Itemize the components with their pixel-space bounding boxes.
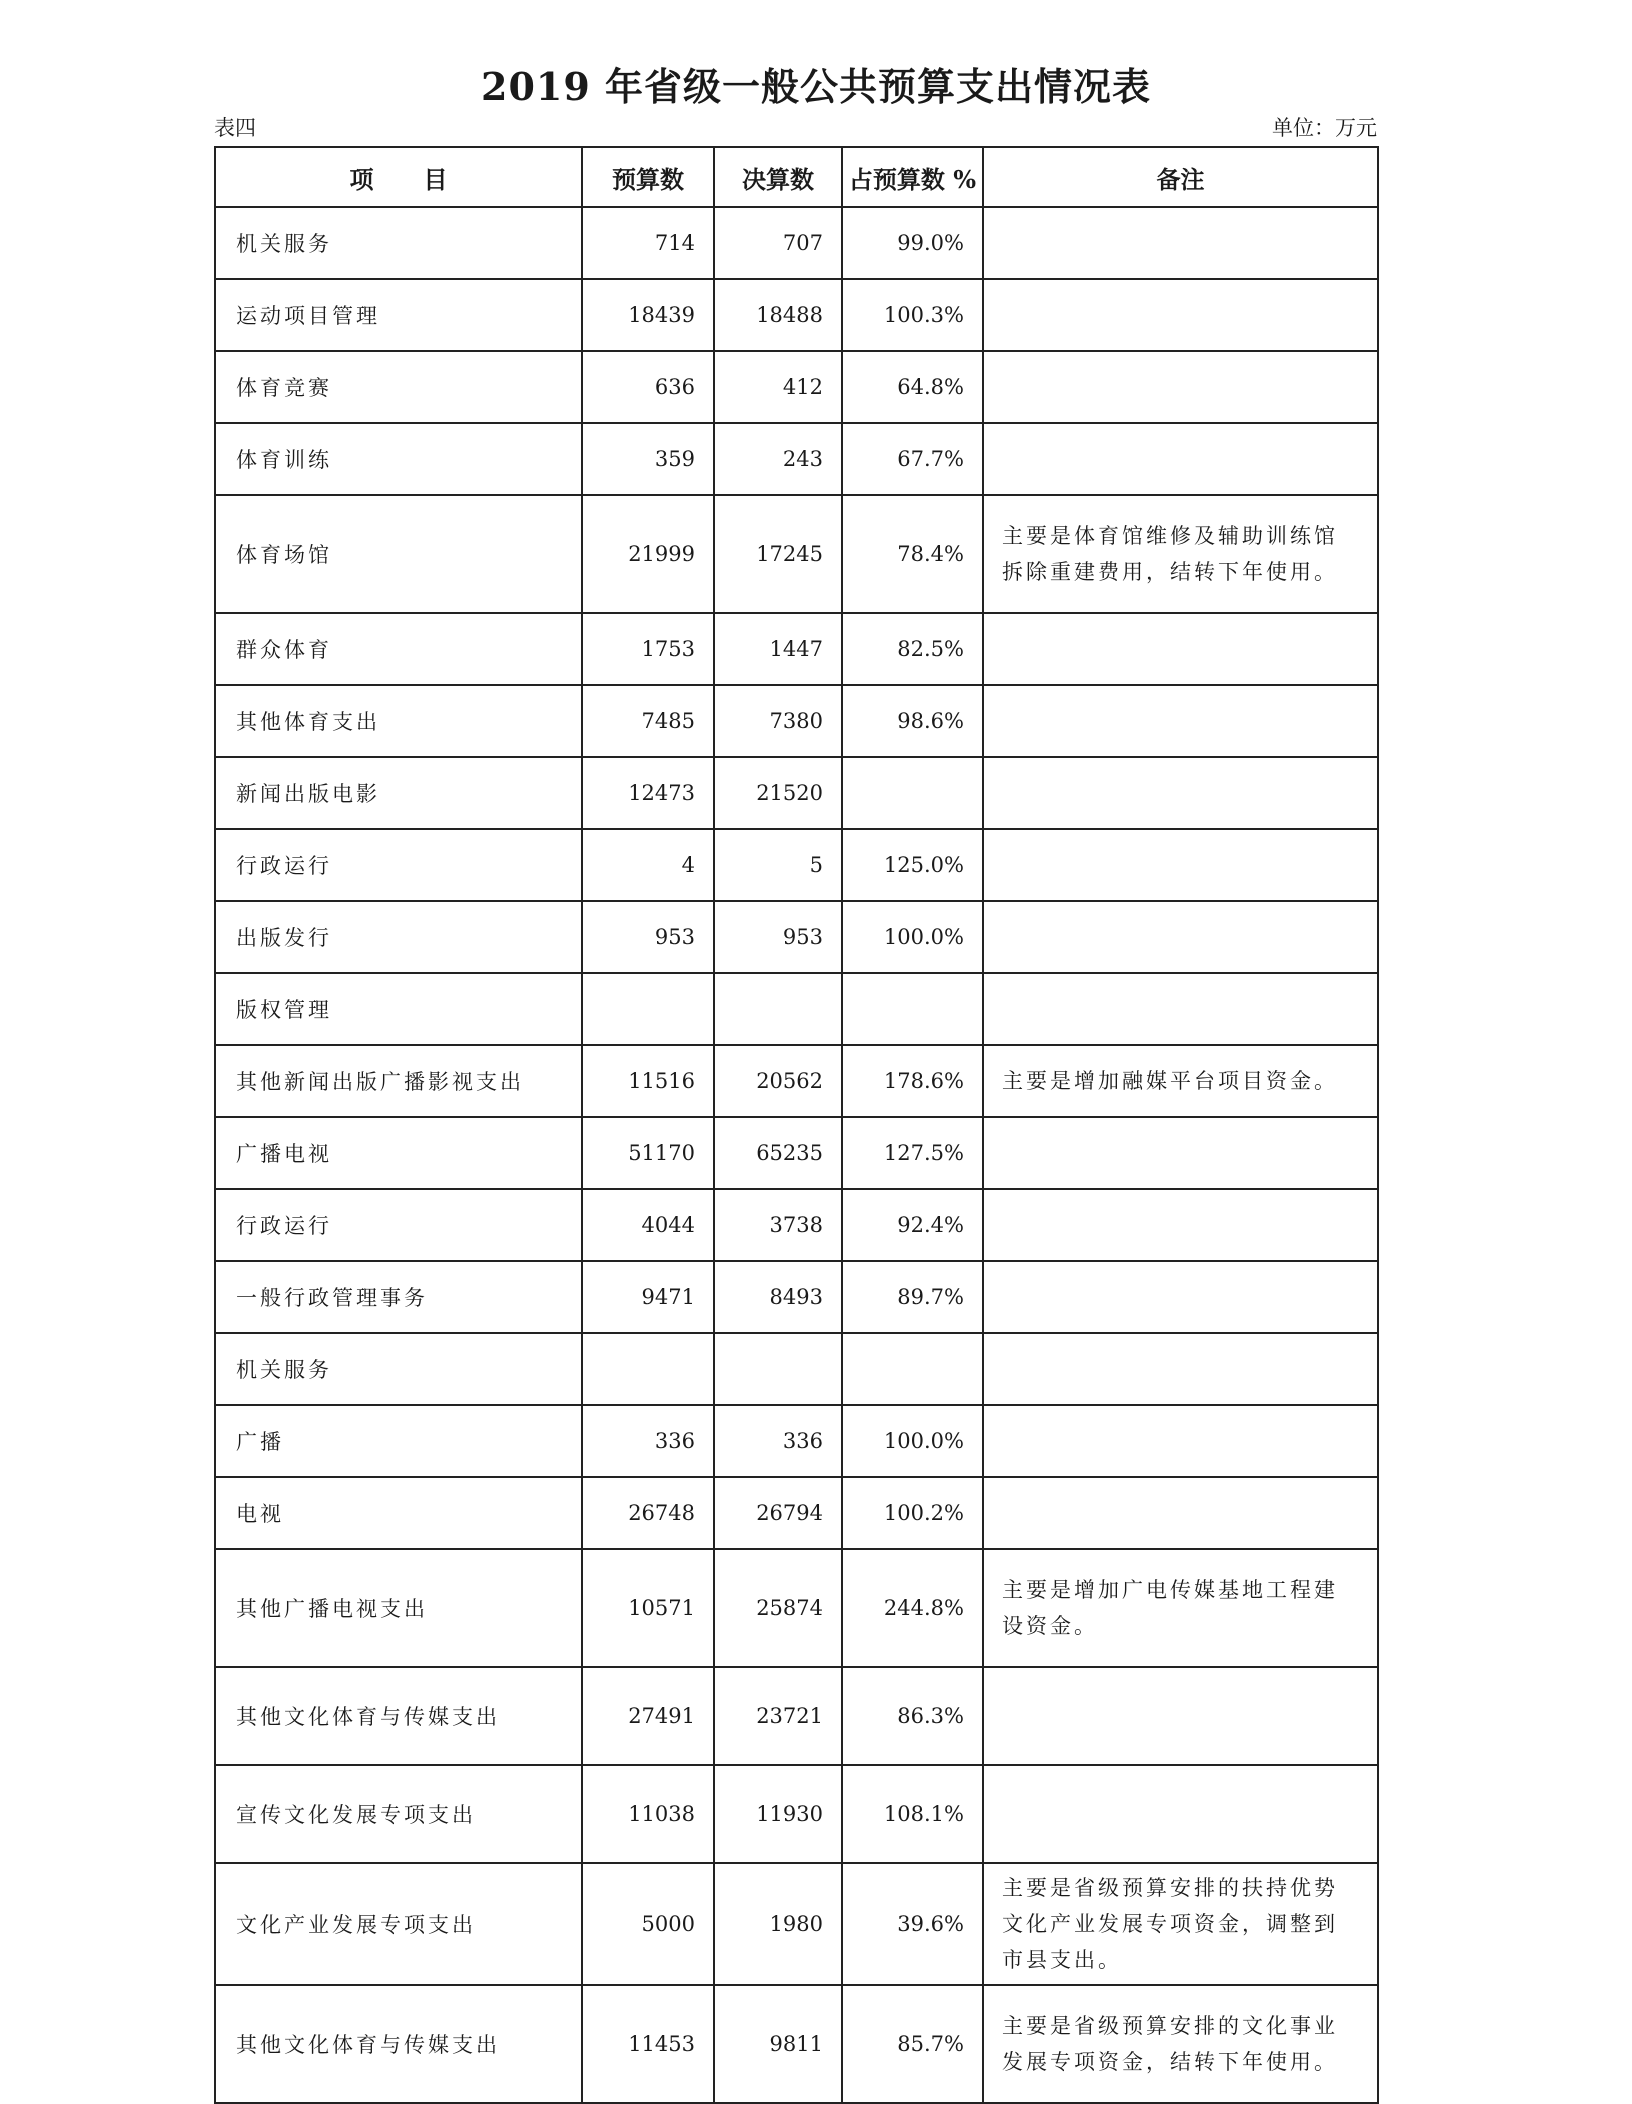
- cell-final: 20562: [714, 1045, 842, 1117]
- cell-final: 65235: [714, 1117, 842, 1189]
- cell-item: 广播: [215, 1405, 582, 1477]
- cell-budget: 51170: [582, 1117, 714, 1189]
- table-row: [215, 613, 1378, 685]
- cell-final: 3738: [714, 1189, 842, 1261]
- cell-note: [983, 1261, 1378, 1333]
- cell-final: [714, 973, 842, 1045]
- cell-final: 243: [714, 423, 842, 495]
- cell-budget: 953: [582, 901, 714, 973]
- table-row: [215, 495, 1378, 613]
- table-row: [215, 901, 1378, 973]
- cell-note: [983, 1477, 1378, 1549]
- cell-item: 版权管理: [215, 973, 582, 1045]
- cell-note: [983, 1333, 1378, 1405]
- cell-final: 7380: [714, 685, 842, 757]
- cell-budget: 11516: [582, 1045, 714, 1117]
- table-row: [215, 973, 1378, 1045]
- cell-ratio: [842, 973, 983, 1045]
- cell-ratio: 100.0%: [842, 901, 983, 973]
- table-row: [215, 1117, 1378, 1189]
- table-row: [215, 279, 1378, 351]
- cell-ratio: 100.3%: [842, 279, 983, 351]
- table-row: [215, 1985, 1378, 2103]
- cell-budget: 21999: [582, 495, 714, 613]
- cell-note: [983, 1189, 1378, 1261]
- cell-ratio: 178.6%: [842, 1045, 983, 1117]
- cell-note: 主要是省级预算安排的文化事业发展专项资金，结转下年使用。: [983, 1985, 1378, 2103]
- cell-final: 25874: [714, 1549, 842, 1667]
- cell-budget: 26748: [582, 1477, 714, 1549]
- cell-item: 机关服务: [215, 1333, 582, 1405]
- cell-final: 953: [714, 901, 842, 973]
- cell-budget: 5000: [582, 1863, 714, 1985]
- cell-ratio: 108.1%: [842, 1765, 983, 1863]
- cell-final: 17245: [714, 495, 842, 613]
- cell-note: [983, 1117, 1378, 1189]
- cell-budget: 4: [582, 829, 714, 901]
- cell-ratio: 100.0%: [842, 1405, 983, 1477]
- cell-note: [983, 973, 1378, 1045]
- table-row: [215, 1045, 1378, 1117]
- cell-item: 运动项目管理: [215, 279, 582, 351]
- cell-item: 体育竞赛: [215, 351, 582, 423]
- cell-note: [983, 423, 1378, 495]
- cell-ratio: 92.4%: [842, 1189, 983, 1261]
- cell-budget: 18439: [582, 279, 714, 351]
- cell-item: 机关服务: [215, 207, 582, 279]
- unit-label: 单位：万元: [1272, 116, 1377, 140]
- cell-ratio: 39.6%: [842, 1863, 983, 1985]
- cell-ratio: 85.7%: [842, 1985, 983, 2103]
- cell-budget: 11038: [582, 1765, 714, 1863]
- cell-ratio: 67.7%: [842, 423, 983, 495]
- cell-item: 群众体育: [215, 613, 582, 685]
- cell-ratio: 78.4%: [842, 495, 983, 613]
- cell-item: 其他广播电视支出: [215, 1549, 582, 1667]
- table-number: 表四: [214, 116, 256, 140]
- table-row: [215, 1863, 1378, 1985]
- cell-item: 行政运行: [215, 1189, 582, 1261]
- cell-budget: 636: [582, 351, 714, 423]
- cell-budget: 4044: [582, 1189, 714, 1261]
- cell-ratio: 86.3%: [842, 1667, 983, 1765]
- table-row: [215, 1765, 1378, 1863]
- cell-item: 一般行政管理事务: [215, 1261, 582, 1333]
- header-final: 决算数: [714, 147, 842, 207]
- cell-item: 新闻出版电影: [215, 757, 582, 829]
- page-title: 2019 年省级一般公共预算支出情况表: [481, 64, 1151, 109]
- cell-note: [983, 1667, 1378, 1765]
- cell-ratio: 89.7%: [842, 1261, 983, 1333]
- cell-ratio: 127.5%: [842, 1117, 983, 1189]
- table-row: [215, 423, 1378, 495]
- table-row: [215, 1333, 1378, 1405]
- cell-note: [983, 829, 1378, 901]
- cell-final: 8493: [714, 1261, 842, 1333]
- cell-ratio: 125.0%: [842, 829, 983, 901]
- cell-item: 其他新闻出版广播影视支出: [215, 1045, 582, 1117]
- cell-budget: 10571: [582, 1549, 714, 1667]
- cell-item: 其他体育支出: [215, 685, 582, 757]
- table-row: [215, 1667, 1378, 1765]
- cell-item: 其他文化体育与传媒支出: [215, 1985, 582, 2103]
- header-item: 项目: [215, 147, 582, 207]
- cell-budget: 1753: [582, 613, 714, 685]
- cell-note: [983, 1765, 1378, 1863]
- cell-ratio: 244.8%: [842, 1549, 983, 1667]
- table-row: [215, 207, 1378, 279]
- cell-note: [983, 351, 1378, 423]
- table-row: [215, 1477, 1378, 1549]
- cell-note: [983, 757, 1378, 829]
- cell-note: [983, 613, 1378, 685]
- cell-final: 23721: [714, 1667, 842, 1765]
- cell-ratio: 64.8%: [842, 351, 983, 423]
- cell-budget: 11453: [582, 1985, 714, 2103]
- cell-ratio: 98.6%: [842, 685, 983, 757]
- cell-budget: [582, 1333, 714, 1405]
- cell-note: [983, 685, 1378, 757]
- cell-budget: 12473: [582, 757, 714, 829]
- cell-note: [983, 279, 1378, 351]
- cell-ratio: [842, 1333, 983, 1405]
- cell-note: [983, 1405, 1378, 1477]
- cell-final: 1447: [714, 613, 842, 685]
- table-row: [215, 757, 1378, 829]
- table-row: [215, 351, 1378, 423]
- cell-note: [983, 901, 1378, 973]
- cell-final: 5: [714, 829, 842, 901]
- header-ratio: 占预算数 %: [842, 147, 983, 207]
- cell-final: 18488: [714, 279, 842, 351]
- table-row: [215, 1405, 1378, 1477]
- cell-budget: 359: [582, 423, 714, 495]
- table-header-row: [215, 147, 1378, 207]
- cell-final: 1980: [714, 1863, 842, 1985]
- cell-item: 电视: [215, 1477, 582, 1549]
- header-note: 备注: [983, 147, 1378, 207]
- cell-note: 主要是体育馆维修及辅助训练馆拆除重建费用，结转下年使用。: [983, 495, 1378, 613]
- cell-ratio: 99.0%: [842, 207, 983, 279]
- cell-final: 412: [714, 351, 842, 423]
- cell-item: 出版发行: [215, 901, 582, 973]
- table-row: [215, 1189, 1378, 1261]
- cell-budget: 27491: [582, 1667, 714, 1765]
- cell-item: 文化产业发展专项支出: [215, 1863, 582, 1985]
- cell-ratio: 82.5%: [842, 613, 983, 685]
- cell-final: 21520: [714, 757, 842, 829]
- cell-ratio: [842, 757, 983, 829]
- cell-note: [983, 207, 1378, 279]
- cell-budget: 7485: [582, 685, 714, 757]
- cell-final: 26794: [714, 1477, 842, 1549]
- cell-final: 9811: [714, 1985, 842, 2103]
- cell-final: 336: [714, 1405, 842, 1477]
- cell-note: 主要是增加广电传媒基地工程建设资金。: [983, 1549, 1378, 1667]
- cell-item: 广播电视: [215, 1117, 582, 1189]
- cell-item: 行政运行: [215, 829, 582, 901]
- cell-budget: 714: [582, 207, 714, 279]
- cell-final: 11930: [714, 1765, 842, 1863]
- table-row: [215, 1549, 1378, 1667]
- cell-note: 主要是省级预算安排的扶持优势文化产业发展专项资金，调整到市县支出。: [983, 1863, 1378, 1985]
- cell-budget: 336: [582, 1405, 714, 1477]
- cell-note: 主要是增加融媒平台项目资金。: [983, 1045, 1378, 1117]
- cell-item: 其他文化体育与传媒支出: [215, 1667, 582, 1765]
- cell-item: 体育训练: [215, 423, 582, 495]
- cell-item: 宣传文化发展专项支出: [215, 1765, 582, 1863]
- cell-budget: 9471: [582, 1261, 714, 1333]
- cell-item: 体育场馆: [215, 495, 582, 613]
- cell-ratio: 100.2%: [842, 1477, 983, 1549]
- table-row: [215, 829, 1378, 901]
- table-row: [215, 1261, 1378, 1333]
- cell-final: [714, 1333, 842, 1405]
- header-budget: 预算数: [582, 147, 714, 207]
- cell-budget: [582, 973, 714, 1045]
- cell-final: 707: [714, 207, 842, 279]
- budget-table: [214, 146, 1379, 2104]
- table-row: [215, 685, 1378, 757]
